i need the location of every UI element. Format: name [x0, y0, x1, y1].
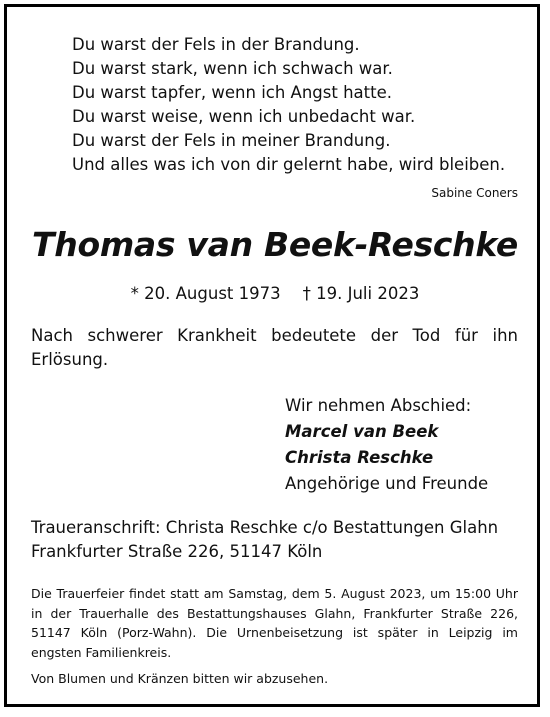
- intro-text: Nach schwerer Krankheit bedeutete der Tod für ihn Erlösung.: [31, 326, 518, 369]
- poem-line: Du warst weise, wenn ich unbedacht war.: [72, 107, 416, 126]
- death-date: † 19. Juli 2023: [302, 284, 420, 303]
- life-dates: [0, 284, 550, 303]
- poem-author: Sabine Coners: [431, 186, 518, 200]
- poem-line: Du warst der Fels in meiner Brandung.: [72, 131, 391, 150]
- address-line: Traueranschrift: Christa Reschke c/o Bestattungen Glahn: [31, 518, 499, 537]
- poem: [72, 33, 505, 177]
- mourners-others: Angehörige und Freunde: [285, 474, 489, 493]
- poem-line: Du warst der Fels in der Brandung.: [72, 35, 360, 54]
- deceased-name: Thomas van Beek-Reschke: [32, 225, 518, 264]
- mourner-name: Marcel van Beek: [285, 422, 439, 441]
- mourner-name: Christa Reschke: [285, 448, 434, 467]
- poem-line: Du warst stark, wenn ich schwach war.: [72, 59, 393, 78]
- mourning-address: [31, 516, 498, 564]
- farewell-block: [285, 393, 488, 497]
- birth-date: * 20. August 1973: [130, 284, 281, 303]
- ceremony-details: Die Trauerfeier findet statt am Samstag, dem 5. August 2023, um 15:00 Uhr in der Trauerhalle des Bestattungshauses Glahn, Frankfurter Straße 226, 51147 Köln (Porz-Wahn). Die Urnenbeisetzung ist später in Leipzig im engsten Familienkreis.: [31, 586, 518, 660]
- closing-note: Von Blumen und Kränzen bitten wir abzusehen.: [31, 671, 329, 686]
- farewell-heading: Wir nehmen Abschied:: [285, 396, 472, 415]
- address-line: Frankfurter Straße 226, 51147 Köln: [31, 542, 323, 561]
- poem-line: Du warst tapfer, wenn ich Angst hatte.: [72, 83, 392, 102]
- poem-line: Und alles was ich von dir gelernt habe, wird bleiben.: [72, 155, 506, 174]
